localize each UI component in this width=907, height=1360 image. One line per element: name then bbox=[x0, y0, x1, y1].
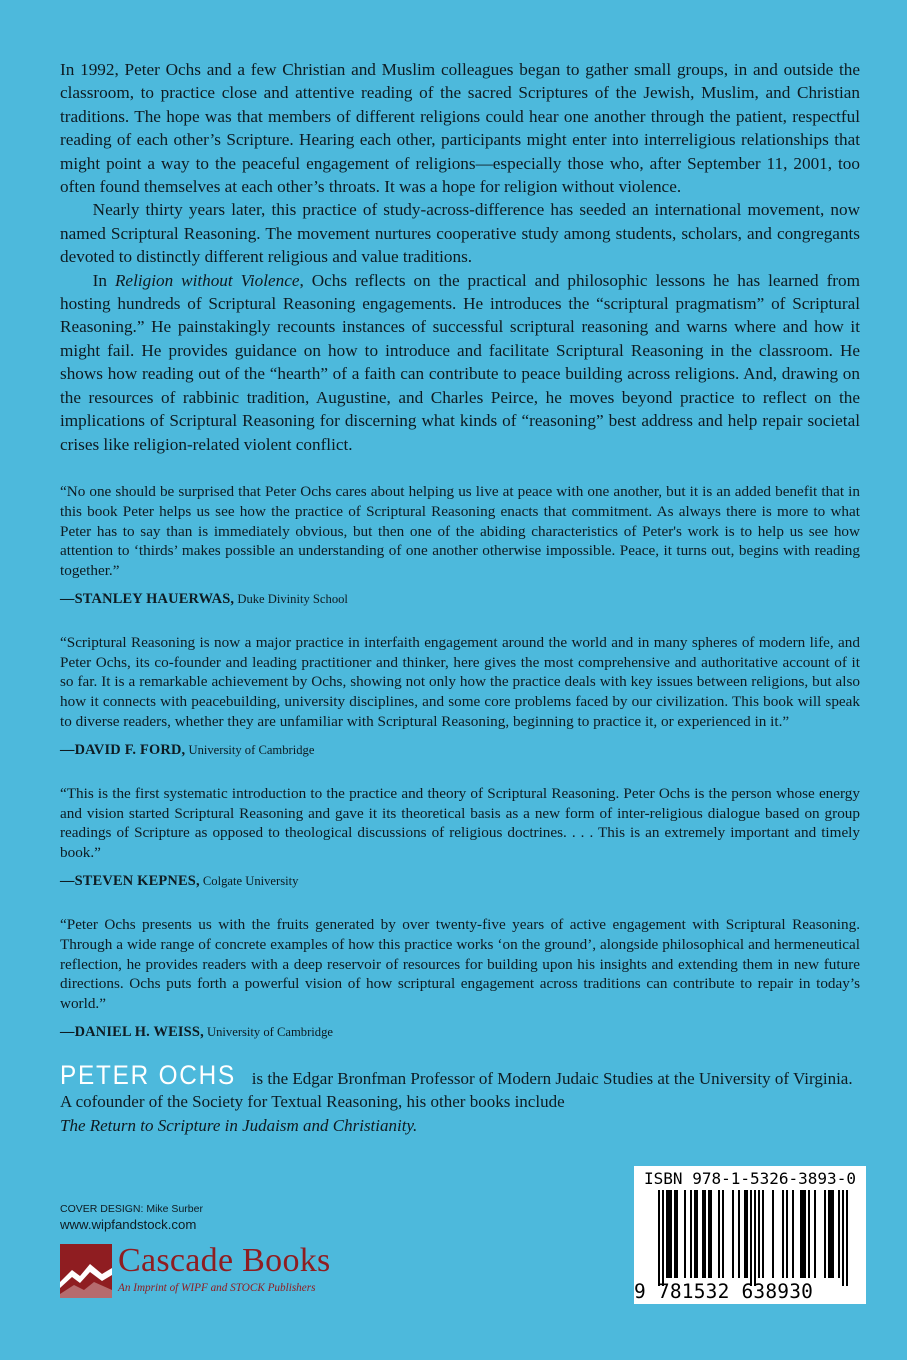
barcode-bar bbox=[842, 1190, 844, 1286]
barcode-digits bbox=[634, 1280, 866, 1303]
barcode-bar bbox=[718, 1190, 720, 1278]
endorser-name: —STANLEY HAUERWAS, bbox=[60, 590, 235, 607]
endorser-name: —STEVEN KEPNES, bbox=[60, 873, 200, 890]
barcode-bar bbox=[668, 1190, 670, 1278]
cover-design-credit: COVER DESIGN: Mike Surber bbox=[60, 1203, 203, 1215]
barcode-bar bbox=[732, 1190, 734, 1278]
barcode-bar bbox=[754, 1190, 756, 1286]
endorsement-quote: “Peter Ochs presents us with the fruits generated by over twenty-five years of active engagement with Scriptural Reasoning. Through a wide range of concrete examples of how this practice works ‘on the ground’, alongside philosophical and hermeneutical reflection, he provides readers with a deep reservoir of resources for building upon his insights and extending them in new future directions. Ochs puts forth a powerful vision of how scriptural engagement across traditions can contribute to repair in today’s world.” bbox=[60, 916, 860, 1013]
barcode-bar bbox=[684, 1190, 686, 1278]
publisher-website: www.wipfandstock.com bbox=[60, 1217, 197, 1232]
endorsement-attribution bbox=[60, 1024, 860, 1040]
author-name: PETER OCHS bbox=[60, 1060, 236, 1091]
author-bio-text: is the Edgar Bronfman Professor of Modern Judaic Studies at the University of Virginia. A cofounder of the Society for Textual Reasoning, his other books include bbox=[60, 1069, 853, 1112]
barcode-bar bbox=[674, 1190, 676, 1278]
barcode-bar bbox=[792, 1190, 794, 1278]
barcode-bar bbox=[722, 1190, 724, 1278]
description-paragraph-3 bbox=[60, 269, 860, 456]
barcode-bar bbox=[758, 1190, 760, 1278]
barcode-bar bbox=[808, 1190, 810, 1278]
isbn-label: ISBN 978-1-5326-3893-0 bbox=[644, 1169, 856, 1188]
endorsement-quote: “No one should be surprised that Peter Ochs cares about helping us live at peace with one another, but it is an added benefit that in this book Peter helps us see how the practice of Scriptural Reasoning enacts that commitment. As always there is more to what Peter has to say than is immediately obvious, but then one of the abiding characteristics of Peter's work is to help us see how attention to ‘thirds’ makes possible an understanding of one another otherwise impossible. Peace, it turns out, begins with reading together.” bbox=[60, 482, 860, 580]
barcode-bar bbox=[738, 1190, 740, 1278]
endorser-affiliation: Duke Divinity School bbox=[234, 591, 348, 606]
endorser-affiliation: University of Cambridge bbox=[185, 742, 315, 757]
barcode-bar bbox=[828, 1190, 830, 1278]
barcode-bar bbox=[676, 1190, 678, 1278]
endorsement-hauerwas bbox=[60, 482, 860, 607]
barcode-bar bbox=[846, 1190, 848, 1286]
endorser-affiliation: University of Cambridge bbox=[203, 1025, 333, 1040]
endorser-affiliation: Colgate University bbox=[199, 874, 299, 889]
paragraph-3-rest: , Ochs reflects on the practical and philosophic lessons he has learned from hosting hundreds of Scriptural Reasoning engagements. He introduces the “scriptural pragmatism” of Scriptural Reasoning.” He painstakingly recounts instances of successful scriptural reasoning and warns where and how it might fail. He provides guidance on how to introduce and facilitate Scriptural Reasoning in the classroom. He shows how reading out of the “hearth” of a faith can contribute to peace building across religions. And, drawing on the resources of rabbinic tradition, Augustine, and Charles Peirce, he moves beyond practice to reflect on the implications of Scriptural Reasoning for discerning what kinds of “reasoning” best address and help repair societal crises like religion-related violent conflict. bbox=[60, 270, 860, 454]
barcode-bar bbox=[830, 1190, 832, 1278]
barcode-bar bbox=[782, 1190, 784, 1278]
publisher-imprint: An Imprint of WIPF and STOCK Publishers bbox=[118, 1282, 316, 1294]
endorser-name: —DANIEL H. WEISS, bbox=[60, 1024, 204, 1041]
endorsement-attribution bbox=[60, 591, 860, 607]
barcode-bar bbox=[814, 1190, 816, 1278]
isbn-barcode bbox=[634, 1166, 866, 1304]
barcode-bar bbox=[824, 1190, 826, 1278]
endorsement-weiss bbox=[60, 915, 860, 1040]
barcode-bar bbox=[658, 1190, 660, 1286]
barcode-bar bbox=[838, 1190, 840, 1278]
publisher-name: Cascade Books bbox=[118, 1242, 331, 1279]
endorsement-quote: “Scriptural Reasoning is now a major practice in interfaith engagement around the world and in many spheres of modern life, and Peter Ochs, its co-founder and leading practitioner and thinker, here gives the most comprehensive and authoritative account of it so far. It is a remarkable achievement by Ochs, showing not only how the practice deals with key issues between religions, but also how it connects with peacebuilding, university disciplines, and some core problems faced by our civilization. This book will speak to diverse readers, whether they are unfamiliar with Scriptural Reasoning, beginning to practice it, or experienced in it.” bbox=[60, 633, 860, 731]
description-paragraph-1: In 1992, Peter Ochs and a few Christian and Muslim colleagues began to gather small groups, in and outside the classroom, to practice close and attentive reading of the sacred Scriptures of the Jewish, Muslim, and Christian traditions. The hope was that members of different religions could hear one another through the patient, respectful reading of each other’s Scripture. Hearing each other, participants might enter into interreligious relationships that might point a way to the peaceful engagement of religions—especially those who, after September 11, 2001, too often found themselves at each other’s throats. It was a hope for religion without violence. bbox=[60, 60, 860, 197]
paragraph-3-start: In bbox=[92, 270, 115, 290]
endorsement-ford bbox=[60, 633, 860, 758]
barcode-bar bbox=[746, 1190, 748, 1278]
author-bio bbox=[60, 1060, 860, 1137]
cover-credits bbox=[60, 1202, 203, 1234]
barcode-bar bbox=[744, 1190, 746, 1278]
barcode-bar bbox=[710, 1190, 712, 1278]
endorsement-quote: “This is the first systematic introduction to the practice and theory of Scriptural Reasoning. Peter Ochs is the person whose energy and vision started Scriptural Reasoning and gave it its theoretical basis as a new form of inter-religious dialogue based on group readings of Scripture as opposed to theological discussions of religious doctrines. . . . This is an extremely important and timely book.” bbox=[60, 784, 860, 862]
description-paragraph-2: Nearly thirty years later, this practice of study-across-difference has seeded an international movement, now named Scriptural Reasoning. The movement nurtures cooperative study among students, scholars, and congregants devoted to distinctly different religious and value traditions. bbox=[60, 200, 860, 267]
barcode-bar bbox=[750, 1190, 752, 1286]
barcode-bar bbox=[804, 1190, 806, 1278]
barcode-bar bbox=[670, 1190, 672, 1278]
mountain-logo-icon bbox=[60, 1244, 112, 1298]
barcode-bar bbox=[708, 1190, 710, 1278]
barcode-bar bbox=[702, 1190, 704, 1278]
barcode-bar bbox=[690, 1190, 692, 1278]
barcode-bar bbox=[786, 1190, 788, 1278]
endorsement-attribution bbox=[60, 742, 860, 758]
barcode-bar bbox=[802, 1190, 804, 1278]
barcode-bar bbox=[832, 1190, 834, 1278]
endorsement-attribution bbox=[60, 873, 860, 889]
barcode-bar bbox=[704, 1190, 706, 1278]
barcode-bar bbox=[800, 1190, 802, 1278]
author-book-title: The Return to Scripture in Judaism and Christianity. bbox=[60, 1115, 418, 1135]
publisher-logo bbox=[60, 1242, 400, 1300]
endorser-name: —DAVID F. FORD, bbox=[60, 741, 186, 758]
barcode-bar bbox=[694, 1190, 696, 1278]
endorsement-kepnes bbox=[60, 784, 860, 889]
book-title-inline: Religion without Violence bbox=[114, 270, 300, 290]
barcode-bar bbox=[696, 1190, 698, 1278]
book-description bbox=[60, 58, 860, 456]
barcode-digit-text: 9 781532 638930 bbox=[634, 1280, 814, 1303]
back-cover-content bbox=[60, 58, 860, 1137]
barcode-bar bbox=[772, 1190, 774, 1278]
barcode-bar bbox=[666, 1190, 668, 1278]
barcode-bar bbox=[762, 1190, 764, 1278]
barcode-bar bbox=[662, 1190, 664, 1286]
